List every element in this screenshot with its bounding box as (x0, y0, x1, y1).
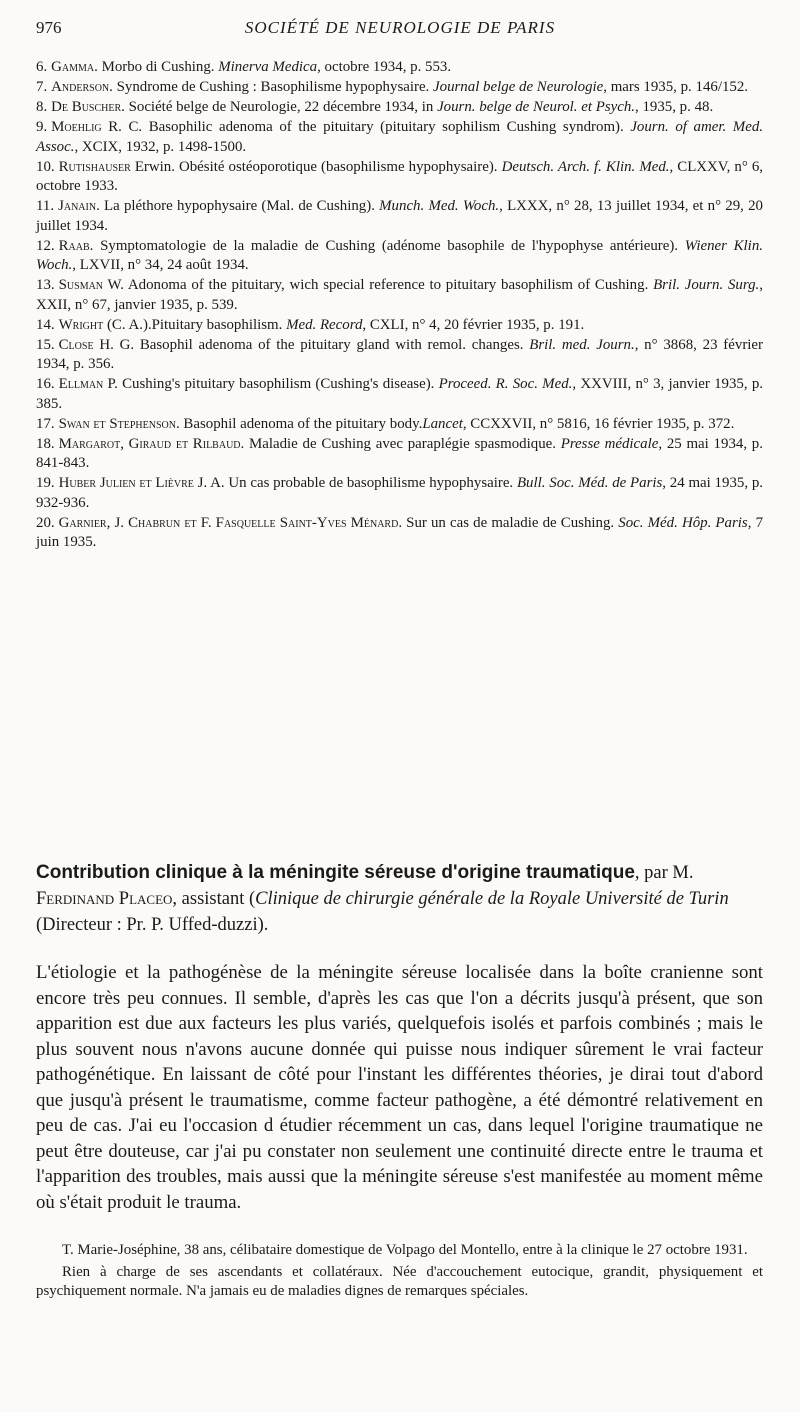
reference-item (36, 58, 763, 78)
reference-number: 13. (36, 277, 55, 293)
reference-author: Close H. G. (58, 336, 135, 353)
reference-journal: Bril. Journ. Surg. (653, 277, 760, 293)
reference-text: Syndrome de Cushing : Basophilisme hypophysaire. (112, 79, 434, 95)
reference-text: La pléthore hypophysaire (Mal. de Cushing). (99, 198, 380, 214)
reference-journal: Soc. Méd. Hôp. Paris (618, 514, 748, 531)
reference-item (36, 474, 763, 513)
case-history: Rien à charge de ses ascendants et collatéraux. Née d'accouchement eutocique, grandit, physiquement et psychiquement normale. N'a jamais eu de maladies dignes de remarques spéciales. (36, 1263, 763, 1299)
reference-number: 12. (36, 237, 55, 254)
article (36, 860, 763, 1304)
reference-number: 7. (36, 79, 48, 95)
article-byline: , par M. Ferdinand Placeo, assistant (Clinique de chirurgie générale de la Royale Université de Turin (Directeur : Pr. P. Uffed-duzzi). (36, 863, 729, 935)
case-report (36, 1241, 763, 1302)
reference-item (36, 316, 763, 336)
reference-text: Un cas probable de basophilisme hypophysaire. (224, 475, 517, 491)
reference-details: , XXVIII, n° 3, janvier 1935, p. 385. (36, 376, 763, 412)
reference-text: Cushing's pituitary basophilism (Cushing's disease). (117, 376, 439, 392)
reference-item (36, 158, 763, 197)
reference-author: Janain. (58, 198, 100, 214)
reference-journal: Lancet (422, 415, 463, 432)
reference-text: Basophil adenoma of the pituitary gland with remol. changes. (134, 336, 530, 353)
reference-text: (C. A.).Pituitary basophilism. (103, 316, 287, 333)
reference-details: , XCIX, 1932, p. 1498-1500. (74, 138, 247, 155)
reference-number: 19. (36, 475, 55, 491)
reference-item (36, 118, 763, 157)
reference-author: De Buscher. (51, 99, 125, 115)
reference-journal: Proceed. R. Soc. Med. (438, 376, 573, 392)
reference-details: , 7 juin 1935. (36, 514, 764, 550)
reference-number: 11. (36, 198, 55, 214)
reference-number: 6. (36, 59, 48, 75)
reference-details: , LXVII, n° 34, 24 août 1934. (72, 257, 249, 273)
reference-details: , CXLI, n° 4, 20 février 1935, p. 191. (362, 316, 585, 333)
reference-journal: Presse médicale (560, 435, 659, 452)
reference-journal: Journ. belge de Neurol. et Psych. (437, 99, 635, 115)
running-title: SOCIÉTÉ DE NEUROLOGIE DE PARIS (244, 18, 556, 37)
running-header (36, 18, 764, 40)
reference-journal: Deutsch. Arch. f. Klin. Med. (501, 158, 670, 175)
reference-details: , XXII, n° 67, janvier 1935, p. 539. (36, 277, 763, 313)
reference-details: , CCXXVII, n° 5816, 16 février 1935, p. 372. (462, 415, 735, 432)
reference-details: , mars 1935, p. 146/152. (603, 79, 749, 95)
reference-text: Basophil adenoma of the pituitary body. (179, 415, 423, 432)
reference-item (36, 336, 763, 375)
reference-journal: Minerva Medica (218, 59, 318, 75)
case-intro: T. Marie-Joséphine, 38 ans, célibataire domestique de Volpago del Montello, entre à la clinique le 27 octobre 1931. (62, 1242, 748, 1258)
reference-text: Maladie de Cushing avec paraplégie spasmodique. (244, 435, 561, 452)
reference-details: , CLXXV, n° 6, octobre 1933. (36, 158, 764, 194)
reference-details: , 24 mai 1935, p. 932-936. (36, 475, 764, 511)
reference-item (36, 98, 763, 118)
reference-author: Susman W. (58, 277, 124, 293)
reference-journal: Bull. Soc. Méd. de Paris (516, 475, 663, 491)
reference-item (36, 276, 763, 315)
reference-list (36, 58, 763, 553)
reference-text: Société belge de Neurologie, 22 décembre 1934, in (124, 99, 438, 115)
reference-item (36, 415, 763, 435)
reference-details: , octobre 1934, p. 553. (317, 59, 452, 75)
reference-author: Moehlig R. C. (51, 119, 143, 135)
reference-details: , 25 mai 1934, p. 841-843. (36, 435, 763, 471)
intro-paragraph: L'étiologie et la pathogénèse de la méningite séreuse localisée dans la boîte cranienne sont encore très peu connues. Il semble, d'après les cas que l'on a décrits jusqu'à présent, que son apparition est due aux facteurs les plus variés, quelquefois isolés et parfois combinés ; mais le plus souvent nous n'avons aucune donnée qui puisse nous indiquer sûrement le vrai facteur pathogénétique. En laissant de côté pour l'instant les différentes théories, je dirai tout d'abord que jusqu'à présent le traumatisme, comme facteur pathogène, a été démontré relativement en peu de cas. J'ai eu l'occasion d étudier récemment un cas, dans lequel l'origine traumatique ne peut être douteuse, car j'ai pu constater non seulement une continuité directe entre le trauma et l'apparition des troubles, mais aussi que la méningite séreuse s'est manifestée au moment même où s'était produit le trauma. (36, 962, 763, 1213)
reference-journal: Med. Record (286, 316, 363, 333)
reference-text: Basophilic adenoma of the pituitary (pituitary sophilism Cushing syndrom). (142, 119, 631, 135)
reference-author: Gamma. (51, 59, 98, 75)
reference-details: , n° 3868, 23 février 1934, p. 356. (36, 336, 763, 372)
reference-author: Wright (58, 316, 104, 333)
reference-text: Morbo di Cushing. (97, 59, 219, 75)
article-body (36, 960, 763, 1215)
reference-number: 18. (36, 435, 55, 452)
article-institution: Clinique de chirurgie générale de la Royale Université de Turin (255, 889, 729, 909)
reference-author: Garnier, J. Chabrun et F. Fasquelle Saint-Yves Ménard. (58, 514, 403, 531)
reference-item (36, 237, 763, 276)
reference-item (36, 375, 763, 414)
reference-journal: Wiener Klin. Woch. (36, 237, 763, 273)
reference-number: 15. (36, 336, 55, 353)
reference-item (36, 435, 763, 474)
reference-author: Huber Julien et Lièvre J. A. (58, 475, 225, 491)
reference-details: , 1935, p. 48. (635, 99, 714, 115)
reference-item (36, 78, 763, 98)
article-heading (36, 860, 763, 938)
reference-number: 20. (36, 514, 55, 531)
reference-journal: Munch. Med. Woch. (379, 198, 500, 214)
reference-journal: Journal belge de Neurologie (433, 79, 604, 95)
article-director: (Directeur : Pr. P. Uffed-duzzi). (36, 915, 269, 935)
reference-number: 17. (36, 415, 55, 432)
reference-author: Rutishauser (58, 158, 131, 175)
reference-author: Ellman P. (58, 376, 118, 392)
reference-number: 14. (36, 316, 55, 333)
reference-author: Margarot, Giraud et Rilbaud. (58, 435, 245, 452)
reference-details: , LXXX, n° 28, 13 juillet 1934, et n° 29, 20 juillet 1934. (36, 198, 763, 234)
reference-author: Raab. (58, 237, 94, 254)
reference-text: Erwin. Obésité ostéoporotique (basophilisme hypophysaire). (130, 158, 502, 175)
reference-number: 8. (36, 99, 48, 115)
reference-journal: Bril. med. Journ. (529, 336, 635, 353)
reference-item (36, 197, 763, 236)
article-title: Contribution clinique à la méningite séreuse d'origine traumatique (36, 862, 635, 883)
reference-text: Symptomatologie de la maladie de Cushing (adénome basophile de l'hypophyse antérieure). (93, 237, 685, 254)
reference-item (36, 514, 763, 553)
reference-number: 9. (36, 119, 48, 135)
reference-text: Sur un cas de maladie de Cushing. (402, 514, 619, 531)
reference-number: 16. (36, 376, 55, 392)
article-author: Ferdinand Placeo (36, 889, 173, 909)
reference-number: 10. (36, 158, 55, 175)
reference-author: Swan et Stephenson. (58, 415, 180, 432)
reference-text: Adonoma of the pituitary, wich special reference to pituitary basophilism of Cushing. (123, 277, 654, 293)
page-number: 976 (36, 18, 62, 37)
reference-author: Anderson. (51, 79, 113, 95)
reference-journal: Journ. of amer. Med. Assoc. (36, 119, 763, 155)
